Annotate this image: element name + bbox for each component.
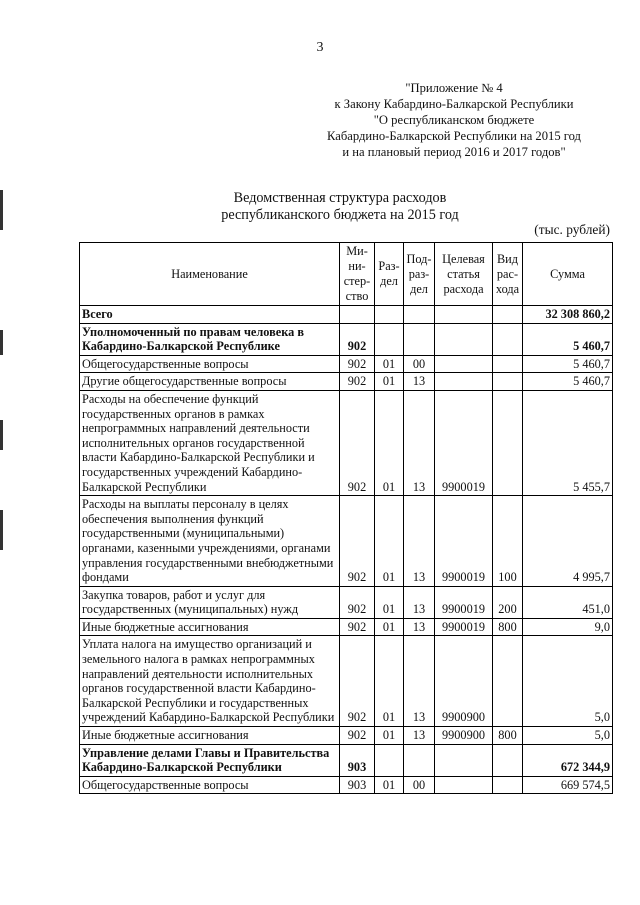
cell-name: Общегосударственные вопросы: [80, 776, 340, 794]
cell-type: [493, 390, 523, 495]
header-target: [435, 243, 493, 306]
cell-ministry: 902: [340, 636, 375, 727]
binder-mark: [0, 420, 3, 450]
cell-sum: 4 995,7: [523, 496, 613, 587]
table-row: [80, 744, 613, 776]
appendix-line: "Приложение № 4: [405, 81, 503, 95]
cell-subsection: [404, 323, 435, 355]
cell-target: [435, 776, 493, 794]
cell-target: [435, 306, 493, 324]
cell-target: 9900019: [435, 586, 493, 618]
cell-section: 01: [375, 636, 404, 727]
cell-name: Уплата налога на имущество организаций и земельного налога в рамках непрограммных направлений деятельности исполнительных органов государственной власти Кабардино-Балкарской Республики и государственных учреждений Кабардино-Балкарской Республики: [80, 636, 340, 727]
cell-type: [493, 323, 523, 355]
cell-subsection: [404, 306, 435, 324]
cell-type: [493, 306, 523, 324]
cell-target: [435, 373, 493, 391]
cell-subsection: 13: [404, 373, 435, 391]
binder-mark: [0, 510, 3, 550]
cell-name: Расходы на выплаты персоналу в целях обеспечения выполнения функций государственными (муниципальными) органами, казенными учреждениями, органами управления государственными внебюджетными фондами: [80, 496, 340, 587]
cell-sum: 5 460,7: [523, 355, 613, 373]
table-row: [80, 373, 613, 391]
unit-label: (тыс. рублей): [534, 222, 610, 237]
cell-subsection: 13: [404, 727, 435, 745]
table-row: [80, 496, 613, 587]
header-subsection: [404, 243, 435, 306]
cell-name: Уполномоченный по правам человека в Кабардино-Балкарской Республике: [80, 323, 340, 355]
cell-subsection: 00: [404, 355, 435, 373]
cell-subsection: 13: [404, 586, 435, 618]
header-section-label: Раз- дел: [378, 259, 400, 288]
title-line: Ведомственная структура расходов: [233, 190, 447, 206]
cell-ministry: 903: [340, 776, 375, 794]
header-ministry: [340, 243, 375, 306]
cell-target: [435, 744, 493, 776]
binder-mark: [0, 330, 3, 355]
cell-ministry: 902: [340, 373, 375, 391]
cell-ministry: 902: [340, 618, 375, 636]
cell-sum: 5,0: [523, 727, 613, 745]
cell-target: 9900900: [435, 636, 493, 727]
cell-section: [375, 744, 404, 776]
document-title: [0, 190, 640, 224]
header-row: [80, 243, 613, 306]
cell-type: 100: [493, 496, 523, 587]
table-row: [80, 586, 613, 618]
cell-ministry: 902: [340, 390, 375, 495]
table-row: [80, 306, 613, 324]
header-sum-label: Сумма: [550, 266, 585, 281]
appendix-line: и на плановый период 2016 и 2017 годов": [342, 145, 566, 159]
cell-name: Общегосударственные вопросы: [80, 355, 340, 373]
cell-subsection: 00: [404, 776, 435, 794]
cell-target: 9900019: [435, 618, 493, 636]
cell-type: [493, 355, 523, 373]
cell-subsection: 13: [404, 618, 435, 636]
appendix-line: к Закону Кабардино-Балкарской Республики: [334, 97, 574, 111]
binder-mark: [0, 190, 3, 230]
header-name-label: Наименование: [171, 266, 248, 281]
cell-ministry: [340, 306, 375, 324]
cell-target: 9900019: [435, 390, 493, 495]
cell-subsection: 13: [404, 390, 435, 495]
cell-ministry: 902: [340, 586, 375, 618]
table-row: [80, 727, 613, 745]
header-ministry-label: Ми- ни- стер- ство: [343, 244, 371, 303]
cell-section: [375, 306, 404, 324]
cell-section: 01: [375, 776, 404, 794]
cell-section: 01: [375, 355, 404, 373]
header-section: [375, 243, 404, 306]
cell-target: 9900900: [435, 727, 493, 745]
cell-sum: 5 460,7: [523, 373, 613, 391]
cell-sum: 672 344,9: [523, 744, 613, 776]
table-row: [80, 390, 613, 495]
cell-sum: 5,0: [523, 636, 613, 727]
header-name: [80, 243, 340, 306]
cell-sum: 5 460,7: [523, 323, 613, 355]
cell-name: Иные бюджетные ассигнования: [80, 727, 340, 745]
cell-ministry: 902: [340, 355, 375, 373]
table-row: [80, 636, 613, 727]
cell-sum: 669 574,5: [523, 776, 613, 794]
title-line: республиканского бюджета на 2015 год: [221, 207, 459, 223]
appendix-header: [304, 80, 604, 160]
appendix-line: Кабардино-Балкарской Республики на 2015 год: [327, 129, 581, 143]
cell-name: Другие общегосударственные вопросы: [80, 373, 340, 391]
cell-sum: 451,0: [523, 586, 613, 618]
header-type: [493, 243, 523, 306]
cell-name: Всего: [80, 306, 340, 324]
cell-name: Управление делами Главы и Правительства Кабардино-Балкарской Республики: [80, 744, 340, 776]
table-row: [80, 618, 613, 636]
header-sum: [523, 243, 613, 306]
cell-ministry: 902: [340, 323, 375, 355]
cell-ministry: 902: [340, 727, 375, 745]
cell-subsection: 13: [404, 636, 435, 727]
cell-target: [435, 355, 493, 373]
cell-ministry: 902: [340, 496, 375, 587]
header-subsection-label: Под- раз- дел: [406, 251, 432, 296]
cell-section: 01: [375, 618, 404, 636]
cell-type: [493, 636, 523, 727]
cell-type: 800: [493, 618, 523, 636]
cell-sum: 5 455,7: [523, 390, 613, 495]
header-target-label: Целевая статья расхода: [442, 251, 485, 296]
cell-ministry: 903: [340, 744, 375, 776]
table-row: [80, 776, 613, 794]
cell-section: 01: [375, 390, 404, 495]
cell-section: [375, 323, 404, 355]
cell-type: [493, 776, 523, 794]
cell-type: 200: [493, 586, 523, 618]
appendix-line: "О республиканском бюджете: [373, 113, 535, 127]
page-number: 3: [316, 40, 324, 55]
cell-section: 01: [375, 586, 404, 618]
cell-target: [435, 323, 493, 355]
cell-section: 01: [375, 373, 404, 391]
cell-subsection: [404, 744, 435, 776]
cell-section: 01: [375, 496, 404, 587]
cell-type: [493, 744, 523, 776]
table-row: [80, 323, 613, 355]
cell-subsection: 13: [404, 496, 435, 587]
expenditure-table: [79, 242, 613, 794]
header-type-label: Вид рас- хода: [495, 251, 520, 296]
cell-sum: 9,0: [523, 618, 613, 636]
cell-name: Иные бюджетные ассигнования: [80, 618, 340, 636]
cell-type: 800: [493, 727, 523, 745]
cell-section: 01: [375, 727, 404, 745]
cell-type: [493, 373, 523, 391]
cell-name: Закупка товаров, работ и услуг для государственных (муниципальных) нужд: [80, 586, 340, 618]
cell-name: Расходы на обеспечение функций государственных органов в рамках непрограммных направлений деятельности исполнительных органов государственной власти Кабардино-Балкарской Республики и государственных учреждений Кабардино-Балкарской Республики: [80, 390, 340, 495]
table-row: [80, 355, 613, 373]
cell-sum: 32 308 860,2: [523, 306, 613, 324]
cell-target: 9900019: [435, 496, 493, 587]
